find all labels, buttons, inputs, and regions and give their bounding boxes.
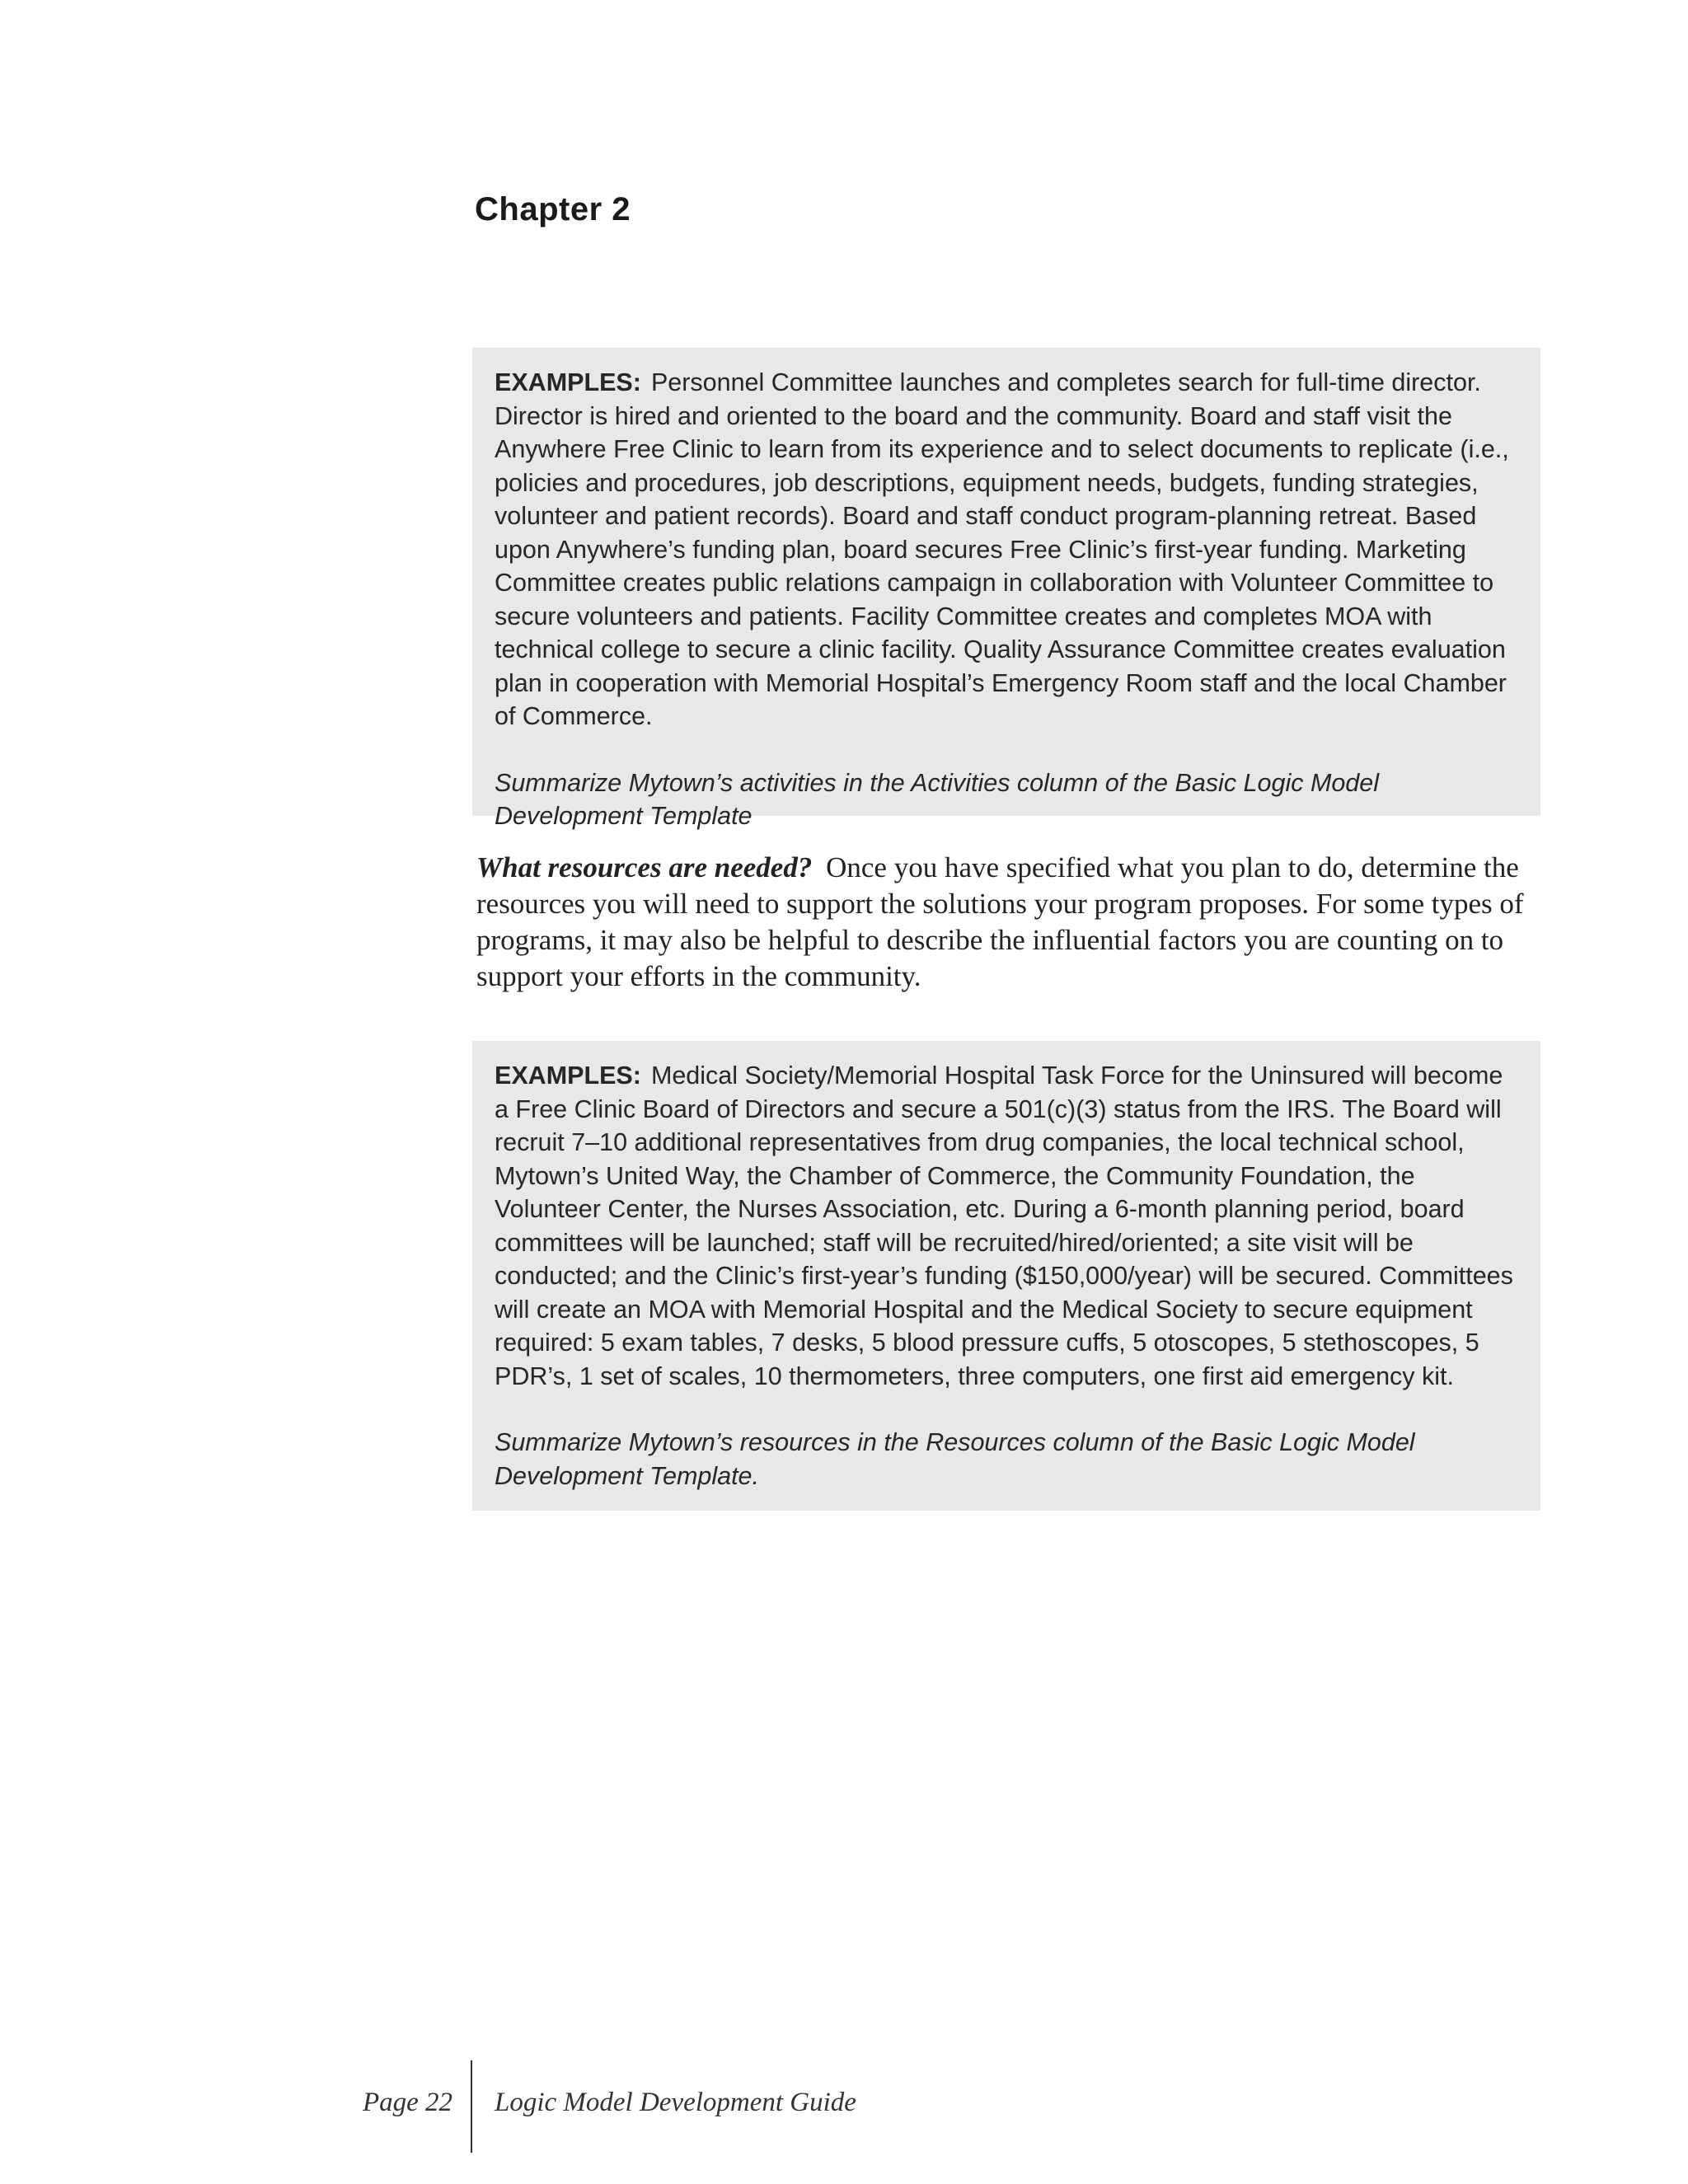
examples-label: EXAMPLES:	[495, 1062, 641, 1090]
chapter-heading: Chapter 2	[475, 191, 631, 227]
footer-title: Logic Model Development Guide	[495, 2088, 856, 2117]
resources-example-text	[495, 1059, 1519, 1393]
activities-example-box	[472, 348, 1540, 830]
footer-divider	[471, 2060, 472, 2153]
page-number: Page 22	[363, 2088, 453, 2117]
activities-instruction: Summarize Mytown’s activities in the Activities column of the Basic Logic Model Development Template	[495, 768, 1380, 830]
examples-label: EXAMPLES:	[495, 368, 641, 396]
resources-example-box	[472, 1041, 1540, 1511]
resources-example-body: Medical Society/Memorial Hospital Task Force for the Uninsured will become a Free Clinic Board of Directors and secure a 501(c)(3) status from the IRS. The Board will recruit 7–10 additional representatives from drug companies, the local technical school, Mytown’s United Way, the Chamber of Commerce, the Community Foundation, the Volunteer Center, the Nurses Association, etc. During a 6-month planning period, board committees will be launched; staff will be recruited/hired/oriented; a site visit will be conducted; and the Clinic’s first-year’s funding ($150,000/year) will be secured. Committees will create an MOA with Memorial Hospital and the Medical Society to secure equipment required: 5 exam tables, 7 desks, 5 blood pressure cuffs, 5 otoscopes, 5 stethoscopes, 5 PDR’s, 1 set of scales, 10 thermometers, three computers, one first aid emergency kit.	[495, 1062, 1513, 1390]
resources-paragraph	[476, 850, 1540, 995]
resources-instruction: Summarize Mytown’s resources in the Resources column of the Basic Logic Model Development Template.	[495, 1428, 1415, 1490]
activities-example-body: Personnel Committee launches and completes search for full-time director. Director is hired and oriented to the board and the community. Board and staff visit the Anywhere Free Clinic to learn from its experience and to select documents to replicate (i.e., policies and procedures, job descriptions, equipment needs, budgets, funding strategies, volunteer and patient records). Board and staff conduct program-planning retreat. Based upon Anywhere’s funding plan, board secures Free Clinic’s first-year funding. Marketing Committee creates public relations campaign in collaboration with Volunteer Committee to secure volunteers and patients. Facility Committee creates and completes MOA with technical college to secure a clinic facility. Quality Assurance Committee creates evaluation plan in cooperation with Memorial Hospital’s Emergency Room staff and the local Chamber of Commerce.	[495, 368, 1509, 730]
activities-example-text	[495, 366, 1519, 733]
resources-question: What resources are needed?	[476, 851, 813, 883]
resources-paragraph-body: Once you have specified what you plan to do, determine the resources you will need to support the solutions your program proposes. For some types of programs, it may also be helpful to describe the influential factors you are counting on to support your efforts in the community.	[476, 851, 1524, 992]
